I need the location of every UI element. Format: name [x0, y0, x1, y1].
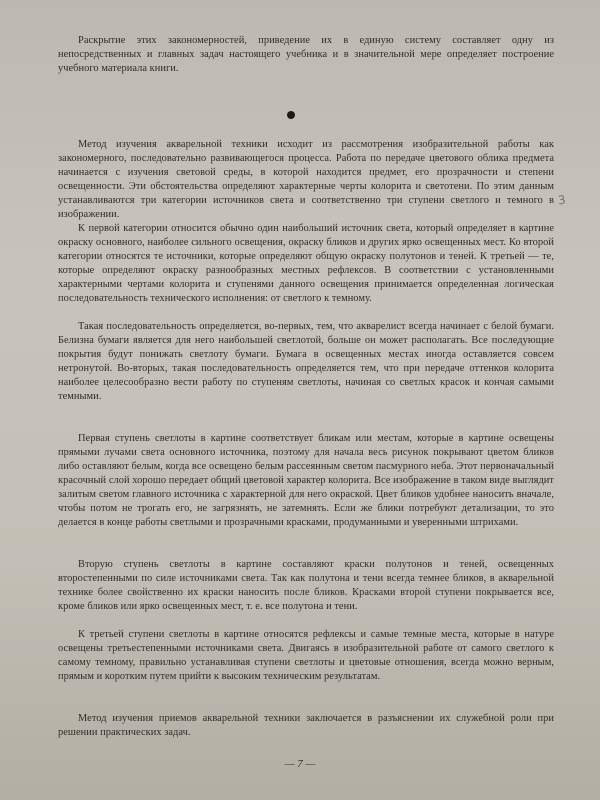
paragraph-sequence: Такая последовательность определяется, во-первых, тем, что акварелист всегда начинает с белой бумаги. Белизна бумаги является для него наибольшей светлотой, больше он может располагать. Все последующие покрытия будут понижать светлоту бумаги. Бумага в освещенных местах иногда оставляется совсем нетронутой. Во-вторых, такая последовательность определяется тем, что при передаче оттенков колорита наиболее целесообразно вести работу по ступеням светлоты, начиная со светлых красок и кончая самыми темными. [58, 321, 554, 402]
section-bullet [287, 111, 295, 119]
intro-paragraph: Раскрытие этих закономерностей, приведение их в единую систему составляет одну из непосредственных и главных задач настоящего учебника и в значительной мере определяет построение учебного материала книги. [58, 35, 554, 74]
pencil-mark: 3 [557, 192, 567, 208]
paragraph-method: Метод изучения акварельной техники исходит из рассмотрения изобразительной работы как закономерного, последовательно развивающегося процесса. Работа по передаче цветового облика предмета начинается с изучения световой среды, в которой находится предмет, его прозрачности и степени освещенности. Эти обстоятельства определяют характерные черты колорита и светотени. По этим данным устанавливаются три категории источников света и соответственно три ступени светлого и темного в изображении. [58, 139, 554, 220]
paragraph-third-step: К третьей ступени светлоты в картине относятся рефлексы и самые темные места, которые в натуре освещены третьестепенными источниками света. Двигаясь в изобразительной работе от самого светлого к самому темному, правильно устанавливая ступени светлоты и цветовые отношения, всегда можно верным, прямым и коротким путем прийти к высоким техническим результатам. [58, 629, 554, 682]
page-number: — 7 — [284, 758, 316, 770]
paragraph-method-techniques: Метод изучения приемов акварельной техники заключается в разъяснении их служебной роли при решении практических задач. [58, 713, 554, 738]
paragraph-second-step: Вторую ступень светлоты в картине составляют краски полутонов и теней, освещенных второстепенными по силе источниками света. Так как полутона и тени всегда темнее бликов, в акварельной технике более свойственно их краски наносить после бликов. Красками второй ступени покрывается все, кроме бликов или ярко освещенных мест, т. е. все полутона и тени. [58, 559, 554, 612]
paragraph-light-categories: К первой категории относится обычно один наибольший источник света, который определяет в картине окраску основного, наиболее сильного освещения, окраску бликов и других ярко освещенных мест. Ко второй категории относятся те источники, которые определяют общую окраску полутонов и теней. К третьей — те, которые определяют окраску разнообразных местных рефлексов. В соответствии с установленными характерными чертами колорита и ступенями данного освещения принимается определенная логическая последовательность технического исполнения: от светлого к темному. [58, 223, 554, 304]
paragraph-first-step: Первая ступень светлоты в картине соответствует бликам или местам, которые в картине освещены прямыми лучами света основного источника, поэтому для начала весь рисунок покрывают цветом бликов либо оставляют белым, когда все освещено белым рассеянным светом пасмурного неба. Этот первоначальный красочный слой хорошо передает общий цветовой характер колорита. Все изображение в таком виде выглядит залитым светом главного источника с характерной для него окраской. Цвет бликов удобнее наносить вначале, чтобы потом не трогать его, не загрязнять, не затемнять. Если же блики потребуют детализации, то это делается в конце работы светлыми и прозрачными красками, продуманными и уверенными штрихами. [58, 433, 554, 528]
